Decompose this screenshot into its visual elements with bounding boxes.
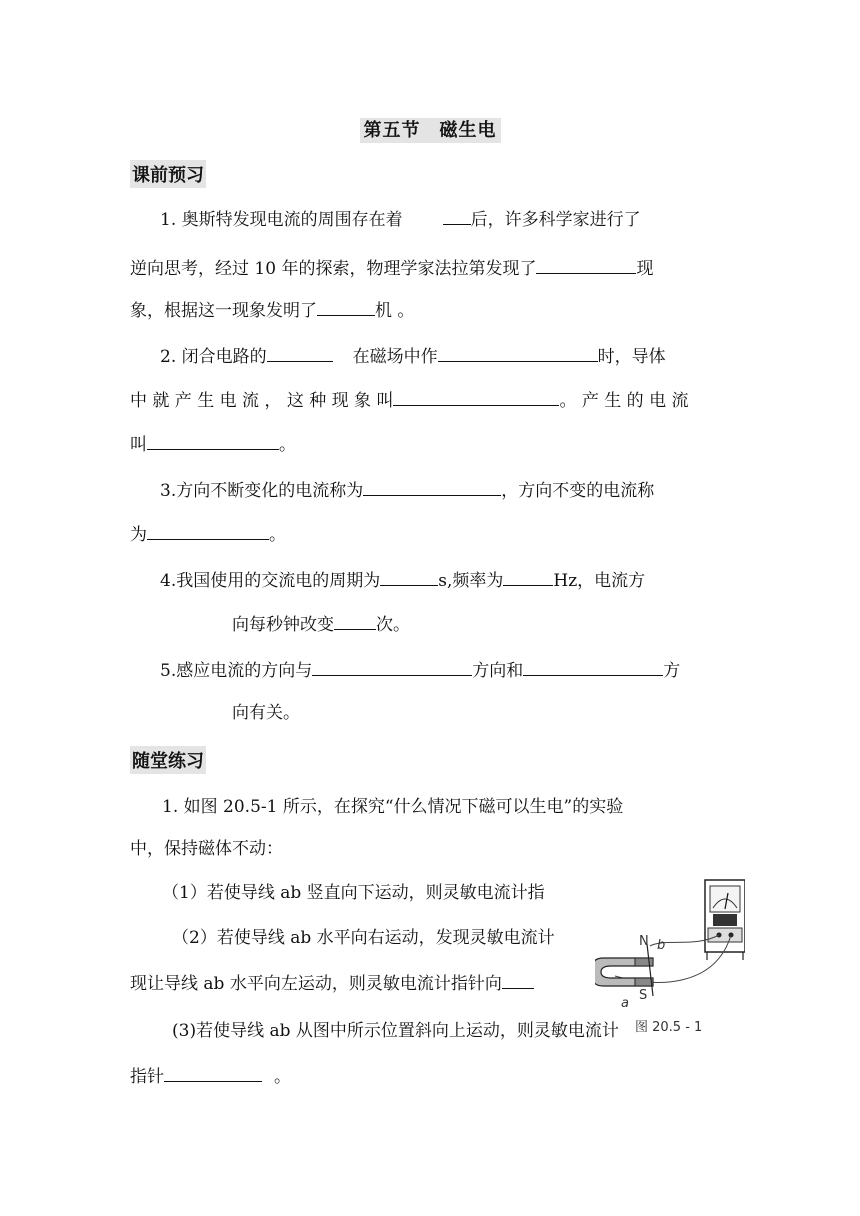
practice-sub2: （2）若使导线 ab 水平向右运动，发现灵敏电流计 [172, 928, 555, 948]
preview-q1-line1 [160, 206, 641, 232]
practice-sub3: (3)若使导线 ab 从图中所示位置斜向上运动，则灵敏电流计 [172, 1021, 619, 1041]
preview-q4-line1 [160, 567, 645, 593]
practice-sub2-cont [130, 970, 534, 996]
preview-q3-line2 [130, 521, 286, 547]
preview-q2-line3 [130, 431, 296, 457]
text-segment: 方 [663, 661, 681, 681]
answer-blank[interactable] [443, 206, 471, 225]
text-segment: 。 产 生 的 电 流 [559, 391, 689, 411]
answer-blank[interactable] [503, 567, 553, 586]
preview-q2-line1 [160, 343, 666, 369]
text-segment: 机 。 [375, 301, 415, 321]
practice-q1-line2: 中，保持磁体不动： [130, 839, 283, 859]
section-practice-heading: 随堂练习 [130, 746, 206, 774]
text-segment: 向每秒钟改变 [232, 615, 334, 635]
answer-blank[interactable] [380, 567, 438, 586]
text-segment: 4.我国使用的交流电的周期为 [160, 571, 381, 591]
text-segment: 。 [279, 435, 296, 455]
text-segment: 次。 [376, 615, 410, 635]
text-segment: 在磁场中作 [352, 347, 438, 367]
text-segment: 现 [636, 259, 654, 279]
text-segment: 2. 闭合电路的 [160, 347, 267, 367]
answer-blank[interactable] [267, 343, 333, 362]
preview-q4-line2 [232, 611, 410, 637]
text-segment: 现让导线 ab 水平向左运动，则灵敏电流计指针向 [130, 974, 502, 994]
text-segment: 时，导体 [597, 347, 666, 367]
text-segment: 方向和 [472, 661, 524, 681]
answer-blank[interactable] [312, 657, 472, 676]
preview-q1-line3 [130, 297, 414, 323]
figure-caption: 图 20.5 - 1 [635, 1020, 703, 1035]
figure-20-5-1 [595, 878, 745, 1038]
text-segment: 3.方向不断变化的电流称为 [160, 481, 364, 501]
answer-blank[interactable] [523, 657, 663, 676]
text-segment: 象，根据这一现象发明了 [130, 301, 317, 321]
preview-q5-line2: 向有关。 [232, 703, 300, 723]
page-title [0, 116, 860, 142]
practice-q1-line1: 1. 如图 20.5-1 所示，在探究“什么情况下磁可以生电”的实验 [162, 797, 624, 817]
answer-blank[interactable] [363, 477, 501, 496]
wire-end-a-label: a [621, 996, 629, 1011]
text-segment: 叫 [130, 435, 147, 455]
answer-blank[interactable] [334, 611, 376, 630]
magnet-pole-n-label: N [639, 934, 649, 949]
text-segment: 指针 [130, 1067, 164, 1087]
answer-blank[interactable] [147, 521, 269, 540]
text-segment: ，方向不变的电流称 [501, 481, 655, 501]
answer-blank[interactable] [147, 431, 279, 450]
preview-q2-line2 [130, 387, 688, 413]
experiment-illustration [595, 878, 745, 1038]
preview-q5-line1 [160, 657, 680, 683]
answer-blank[interactable] [502, 970, 534, 989]
text-segment: 为 [130, 525, 147, 545]
practice-sub3-cont [130, 1063, 291, 1089]
answer-blank[interactable] [164, 1063, 262, 1082]
practice-sub1: （1）若使导线 ab 竖直向下运动，则灵敏电流计指 [162, 883, 545, 903]
title-text: 第五节 磁生电 [360, 118, 501, 143]
text-segment: 逆向思考，经过 10 年的探索，物理学家法拉第发现了 [130, 259, 537, 279]
text-segment: s,频率为 [438, 571, 504, 591]
answer-blank[interactable] [317, 297, 375, 316]
text-segment: 5.感应电流的方向与 [160, 661, 313, 681]
answer-blank[interactable] [393, 387, 559, 406]
preview-q1-line2 [130, 255, 653, 281]
text-segment: 中 就 产 生 电 流 ， 这 种 现 象 叫 [130, 391, 394, 411]
text-segment: 。 [269, 525, 286, 545]
answer-blank[interactable] [536, 255, 636, 274]
magnet-pole-s-label: S [639, 988, 648, 1003]
text-segment: Hz，电流方 [553, 571, 646, 591]
answer-blank[interactable] [438, 343, 598, 362]
text-segment: 后，许多科学家进行了 [470, 210, 641, 230]
preview-q3-line1 [160, 477, 654, 503]
text-segment: 1. 奥斯特发现电流的周围存在着 [160, 210, 403, 230]
text-segment: 。 [274, 1067, 291, 1087]
wire-end-b-label: b [657, 938, 666, 953]
section-preview-heading: 课前预习 [130, 160, 206, 188]
